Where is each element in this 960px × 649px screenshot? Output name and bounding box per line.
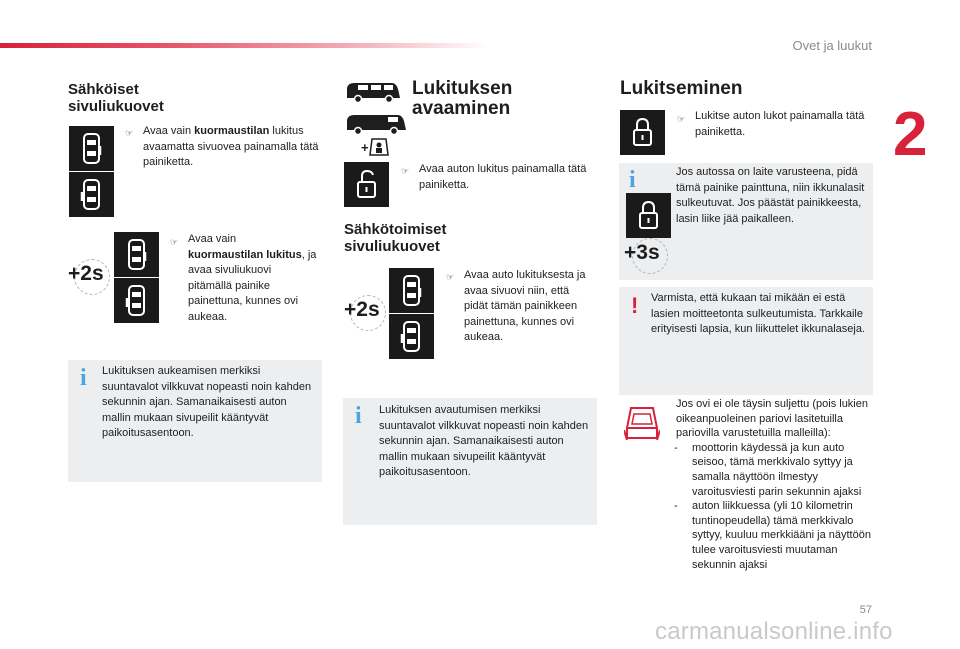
bullet: ☞ — [446, 272, 455, 282]
col2-paragraph-2: Avaa auto lukituksesta ja avaa sivuovi niin, että pidät tämän painikkeen painettuna, kunnes ovi aukeaa. — [464, 269, 586, 343]
col3-paragraph-1: Lukitse auton lukot painamalla tätä painiketta. — [695, 110, 865, 138]
svg-text:+: + — [361, 140, 369, 155]
watermark: carmanualsonline.info — [655, 618, 893, 645]
info-icon: i — [629, 167, 636, 193]
col1-info-text: Lukituksen aukeamisen merkiksi suuntavalot vilkkuvat nopeasti noin kahden sekunnin ajan. Samanaikaisesti auton mallin mukaan sivupeilit kääntyvät paikoitusasentoon. — [102, 365, 312, 439]
col1-paragraph-2: Avaa vain kuormaustilan lukitus, ja avaa sivuliukuovi pitämällä painike painettuna, kunnes ovi aukeaa. — [188, 233, 317, 323]
col3-alert-block: Jos ovi ei ole täysin suljettu (pois lukien oikeanpuoleinen pariovi lasitetuilla pariovilla varustetuilla malleilla): - moottorin käydessä ja kun auto seisoo, tämä merkkivalo syttyy ja samalla näyttöön ilmestyy varoitusviesti parin sekunnin ajaksi - auton liikkuessa (yli 10 kilometrin tuntinopeudella) tämä merkkivalo syttyy, kuuluu merkkiääni ja näyttöön tulee varoitusviesti muutaman sekunnin ajaksi — [676, 397, 874, 572]
col3-warning-box — [619, 287, 873, 395]
lock-button-icon — [626, 193, 671, 238]
col2-info-box — [343, 398, 597, 525]
van-icon — [344, 80, 402, 104]
col3-info-box — [619, 163, 873, 280]
page-number: 57 — [859, 604, 872, 616]
col3-warning-text: Varmista, että kukaan tai mikään ei estä lasien moitteetonta sulkeutumista. Tarkkaile erityisesti lapsia, kun liikuttelet ikkunalaseja. — [651, 292, 865, 335]
info-icon: i — [355, 403, 362, 429]
hold-time-label: +3s — [624, 241, 660, 264]
side-door-button-icon — [389, 314, 434, 359]
list-item: - moottorin käydessä ja kun auto seisoo, tämä merkkivalo syttyy ja samalla näyttöön ilmestyy varoitusviesti parin sekunnin ajaksi — [674, 441, 862, 498]
chapter-number: 2 — [893, 100, 928, 169]
hold-time-label: +2s — [344, 298, 380, 321]
col3-title: Lukitseminen — [620, 78, 743, 99]
col2-paragraph-1: Avaa auton lukitus painamalla tätä painiketta. — [419, 163, 587, 191]
side-door-button-icon — [69, 126, 114, 171]
col2-subtitle: Sähkötoimiset sivuliukuovet — [344, 221, 447, 255]
unlock-button-icon — [344, 162, 389, 207]
bullet: ☞ — [401, 166, 410, 176]
door-open-warning-icon — [624, 404, 660, 444]
col1-title: Sähköiset sivuliukuovet — [68, 81, 164, 115]
hold-time-label: +2s — [68, 262, 104, 285]
col2-title: Lukituksen avaaminen — [412, 78, 513, 119]
section-label: Ovet ja luukut — [792, 38, 872, 53]
col1-info-box — [68, 360, 322, 482]
van-icon — [344, 112, 408, 136]
col2-info-text: Lukituksen avautumisen merkiksi suuntavalot vilkkuvat nopeasti noin kahden sekunnin ajan. Samanaikaisesti auton mallin mukaan sivupeilit kääntyvät paikoitusasentoon. — [379, 404, 589, 478]
side-door-button-icon — [389, 268, 434, 313]
lock-button-icon — [620, 110, 665, 155]
plus-cargo-icon — [360, 136, 390, 158]
header-accent-bar — [0, 43, 490, 48]
side-door-button-icon — [114, 278, 159, 323]
list-item: - auton liikkuessa (yli 10 kilometrin tuntinopeudella) tämä merkkivalo syttyy, kuuluu merkkiääni ja näyttöön tulee varoitusviesti muutaman sekunnin ajaksi — [674, 500, 871, 571]
col1-paragraph-1: Avaa vain kuormaustilan lukitus avaamatta sivuovea painamalla tätä painiketta. — [143, 125, 319, 168]
info-icon: i — [80, 365, 87, 391]
bullet: ☞ — [170, 237, 179, 247]
side-door-button-icon — [69, 172, 114, 217]
bullet: ☞ — [677, 114, 686, 124]
col3-info-text: Jos autossa on laite varusteena, pidä tämä painike painttuna, niin ikkunalasit sulkeutuvat. Jos päästät painikkeesta, lasin liike jää paikalleen. — [676, 166, 865, 225]
warning-icon: ! — [631, 293, 639, 318]
side-door-button-icon — [114, 232, 159, 277]
bullet: ☞ — [125, 128, 134, 138]
